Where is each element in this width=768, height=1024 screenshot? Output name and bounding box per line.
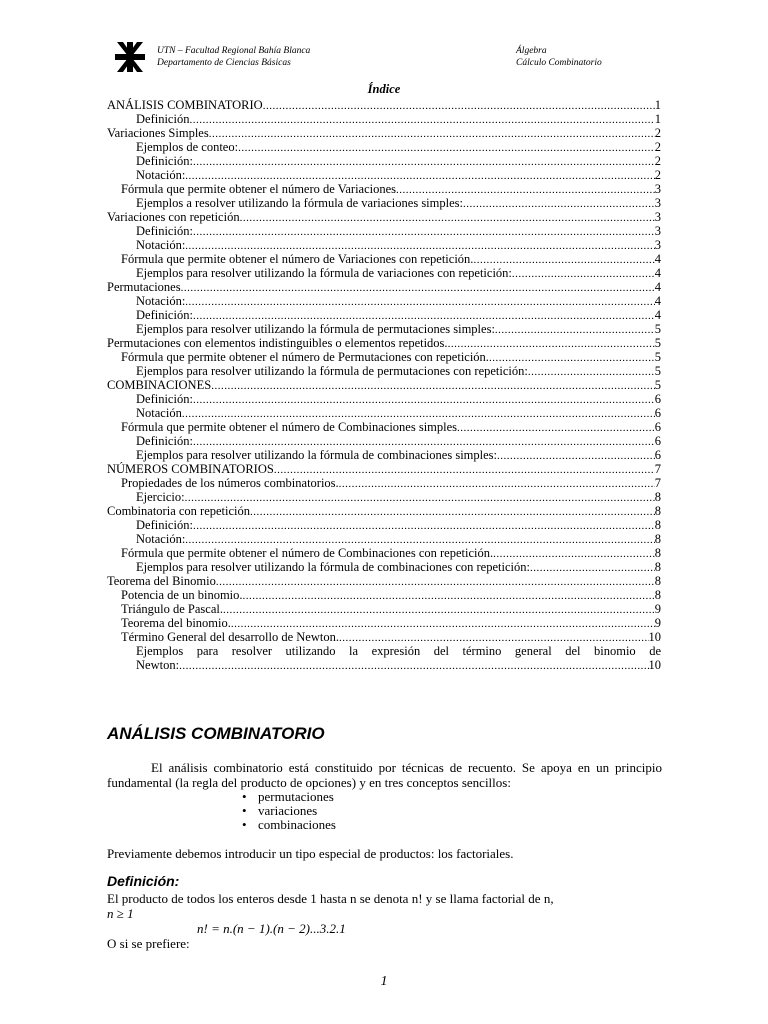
toc-entry-label: Ejemplos para resolver utilizando la fórmula de permutaciones simples: [136,322,495,336]
toc-entry-label: Notación: [136,168,186,182]
header-institution [157,45,310,69]
toc-entry[interactable] [107,238,661,252]
toc-leader-dots [182,407,655,420]
toc-entry[interactable] [107,154,661,168]
toc-entry-label: Variaciones Simples [107,126,209,140]
toc-leader-dots [185,491,655,504]
toc-entry-label: Variaciones con repetición [107,210,240,224]
toc-leader-dots [185,533,654,546]
definition-paragraph [107,891,662,921]
toc-entry-last-line1: Ejemplos para resolver utilizando la expresión del término general del binomio de [136,644,661,658]
toc-entry[interactable] [107,476,661,490]
toc-leader-dots [193,519,655,532]
toc-leader-dots [463,197,655,210]
toc-entry-page: 6 [654,420,661,434]
toc-entry-label: Ejemplos para resolver utilizando la fórmula de permutaciones con repetición: [136,364,528,378]
header-faculty: UTN – Facultad Regional Bahía Blanca [157,46,311,56]
page-header [0,42,768,76]
toc-leader-dots [193,225,655,238]
toc-leader-dots [238,141,655,154]
toc-entry-label: Fórmula que permite obtener el número de Variaciones [121,182,397,196]
toc-entry-page: 8 [654,560,661,574]
toc-entry-page: 6 [654,406,661,420]
toc-entry-page: 8 [654,574,661,588]
intro-text: El análisis combinatorio está constituido por técnicas de recuento. Se apoya en un principio fundamental (la regla del producto de opciones) y en tres conceptos sencillos: [107,760,662,790]
toc-leader-dots [497,449,655,462]
toc-leader-dots [473,253,654,266]
toc-leader-dots [211,379,655,392]
toc-entry[interactable] [107,336,661,350]
toc-entry-page: 7 [654,476,661,490]
toc-entry-label: Definición: [136,224,193,238]
toc-entry[interactable] [107,616,661,630]
toc-entry-page: 1 [654,112,661,126]
section-title: ANÁLISIS COMBINATORIO [107,724,325,743]
header-course: Álgebra [516,46,547,56]
toc-entry[interactable] [107,602,661,616]
toc-leader-dots [209,127,655,140]
toc-entry-page: 10 [648,630,661,644]
toc-leader-dots [250,505,655,518]
toc-entry[interactable] [107,182,661,196]
toc-leader-dots [185,295,654,308]
toc-entry[interactable] [107,420,661,434]
toc-leader-dots [512,267,655,280]
toc-entry[interactable] [107,252,661,266]
list-item: • combinaciones [240,818,336,832]
toc-entry[interactable] [107,392,661,406]
toc-leader-dots [185,169,654,182]
toc-entry[interactable] [107,322,661,336]
toc-entry-page: 3 [654,196,661,210]
toc-entry[interactable] [107,378,661,392]
toc-entry-page: 1 [654,98,661,112]
toc-entry-label: Fórmula que permite obtener el número de Permutaciones con repetición. [121,350,489,364]
toc-entry-page: 5 [654,322,661,336]
toc-entry[interactable] [107,406,661,420]
toc-entry-label: Fórmula que permite obtener el número de Variaciones con repetición. [121,252,474,266]
toc-entry-label: Permutaciones [107,280,181,294]
toc-entry[interactable] [107,350,661,364]
toc-entry-label: Ejemplos para resolver utilizando la fórmula de combinaciones simples: [136,448,498,462]
toc-leader-dots [339,477,655,490]
toc-entry-page: 3 [654,224,661,238]
header-department: Departamento de Ciencias Básicas [157,58,291,68]
toc-entry-page: 4 [654,266,661,280]
toc-leader-dots [181,281,655,294]
toc-entry-label: Definición: [136,154,193,168]
toc-entry-page: 4 [654,294,661,308]
toc-entry-page: 9 [654,602,661,616]
toc-entry[interactable] [107,532,661,546]
toc-entry-page: 2 [654,154,661,168]
toc-entry[interactable] [107,266,661,280]
toc-entry[interactable] [107,196,661,210]
toc-entry[interactable] [107,448,661,462]
toc-entry[interactable] [107,490,661,504]
toc-entry-label: Ejemplos a resolver utilizando la fórmula de variaciones simples: [136,196,463,210]
toc-entry-label: Ejemplos de conteo: [136,140,239,154]
toc-entry-page: 8 [654,490,661,504]
toc-leader-dots [189,113,654,126]
toc-entry-page: 9 [654,616,661,630]
toc-leader-dots [243,589,655,602]
toc-entry-label: Definición: [136,308,193,322]
toc-leader-dots [495,323,655,336]
intro-paragraph [107,760,662,790]
toc-entry[interactable] [107,504,661,518]
toc-leader-dots [231,617,655,630]
toc-leader-dots [193,435,655,448]
toc-leader-dots [185,239,654,252]
definition-text: El producto de todos los enteros desde 1 hasta n se denota n! y se llama factorial de n, [107,891,554,906]
toc-entry-page: 5 [654,350,661,364]
toc-entry[interactable] [107,574,661,588]
definition-condition: n ≥ 1 [107,906,134,921]
toc-leader-dots [193,155,655,168]
toc-entry-label: Teorema del binomio. [121,616,231,630]
toc-leader-dots [530,561,655,574]
table-of-contents [107,98,661,672]
toc-leader-dots [240,211,655,224]
toc-entry-label: Ejercicio: [136,490,185,504]
toc-entry-last-page: 10 [648,658,661,672]
list-item: • permutaciones [240,790,336,804]
list-item: • variaciones [240,804,336,818]
toc-entry-label: Definición: [136,392,193,406]
utn-logo-icon [115,42,145,72]
toc-entry[interactable] [107,546,661,560]
page-number: 1 [380,974,388,989]
toc-entry-page: 8 [654,588,661,602]
definition-title: Definición: [107,873,180,889]
toc-title: Índice [367,82,401,96]
toc-entry-label: Definición [136,112,190,126]
toc-entry-label: NÚMEROS COMBINATORIOS [107,462,274,476]
toc-entry-label: Potencia de un binomio. [121,588,243,602]
toc-entry-page: 5 [654,364,661,378]
toc-entry-label: Notación: [136,238,186,252]
toc-entry-label: Notación: [136,294,186,308]
toc-entry-label: Ejemplos para resolver utilizando la fórmula de variaciones con repetición: [136,266,512,280]
toc-entry[interactable] [107,224,661,238]
toc-entry-page: 8 [654,504,661,518]
toc-leader-dots [339,631,649,644]
toc-leader-dots [193,309,655,322]
toc-leader-dots [489,351,655,364]
toc-entry[interactable] [107,112,661,126]
toc-entry-last[interactable] [107,644,661,672]
toc-entry-label: ANÁLISIS COMBINATORIO [107,98,263,112]
toc-entry-label: Notación [136,406,182,420]
toc-entry-label: Permutaciones con elementos indistinguibles o elementos repetidos. [107,336,448,350]
toc-entry-label: Ejemplos para resolver utilizando la fórmula de combinaciones con repetición: [136,560,530,574]
toc-entry-label: Definición: [136,518,193,532]
toc-entry-page: 8 [654,532,661,546]
toc-entry-page: 3 [654,238,661,252]
toc-entry-page: 6 [654,434,661,448]
toc-entry[interactable] [107,210,661,224]
factorial-intro: Previamente debemos introducir un tipo especial de productos: los factoriales. [107,846,514,861]
toc-entry-page: 4 [654,280,661,294]
toc-leader-dots [448,337,655,350]
toc-entry-page: 6 [654,448,661,462]
toc-entry[interactable] [107,462,661,476]
toc-leader-dots [528,365,655,378]
factorial-formula: n! = n.(n − 1).(n − 2)...3.2.1 [197,921,346,936]
alternative-intro: O si se prefiere: [107,936,190,951]
toc-entry-label: Definición: [136,434,193,448]
toc-entry[interactable] [107,308,661,322]
toc-entry-label: Fórmula que permite obtener el número de Combinaciones simples [121,420,458,434]
toc-entry[interactable] [107,98,661,112]
toc-entry[interactable] [107,518,661,532]
toc-entry-page: 8 [654,518,661,532]
toc-entry[interactable] [107,168,661,182]
toc-entry-page: 5 [654,378,661,392]
toc-entry-page: 5 [654,336,661,350]
toc-entry-label: Triángulo de Pascal. [121,602,223,616]
toc-entry[interactable] [107,364,661,378]
concept-list [240,790,336,832]
toc-entry-last-line2: Newton: [136,658,180,672]
toc-entry-label: Propiedades de los números combinatorios. [121,476,339,490]
toc-entry-label: Notación: [136,532,186,546]
header-topic: Cálculo Combinatorio [516,58,602,68]
toc-entry-label: Combinatoria con repetición [107,504,251,518]
toc-entry-label: Término General del desarrollo de Newton. [121,630,339,644]
toc-entry-page: 8 [654,546,661,560]
toc-entry[interactable] [107,588,661,602]
toc-entry[interactable] [107,126,661,140]
toc-entry-page: 3 [654,210,661,224]
toc-leader-dots [223,603,655,616]
toc-entry-page: 2 [654,168,661,182]
toc-entry-label: Teorema del Binomio [107,574,216,588]
toc-leader-dots [274,463,655,476]
toc-entry[interactable] [107,630,661,644]
toc-entry-page: 7 [654,462,661,476]
toc-entry[interactable] [107,560,661,574]
toc-entry-label: COMBINACIONES [107,378,212,392]
toc-entry[interactable] [107,434,661,448]
toc-leader-dots [396,183,655,196]
toc-entry-label: Fórmula que permite obtener el número de Combinaciones con repetición. [121,546,494,560]
toc-entry[interactable] [107,140,661,154]
toc-entry[interactable] [107,280,661,294]
toc-entry-page: 2 [654,126,661,140]
toc-entry-page: 3 [654,182,661,196]
toc-entry-page: 2 [654,140,661,154]
toc-leader-dots [179,659,648,672]
toc-leader-dots [216,575,655,588]
toc-entry[interactable] [107,294,661,308]
header-subject [516,45,602,69]
toc-entry-page: 4 [654,252,661,266]
toc-leader-dots [193,393,655,406]
toc-leader-dots [493,547,655,560]
toc-leader-dots [263,99,655,112]
toc-entry-page: 6 [654,392,661,406]
toc-entry-page: 4 [654,308,661,322]
toc-leader-dots [457,421,655,434]
